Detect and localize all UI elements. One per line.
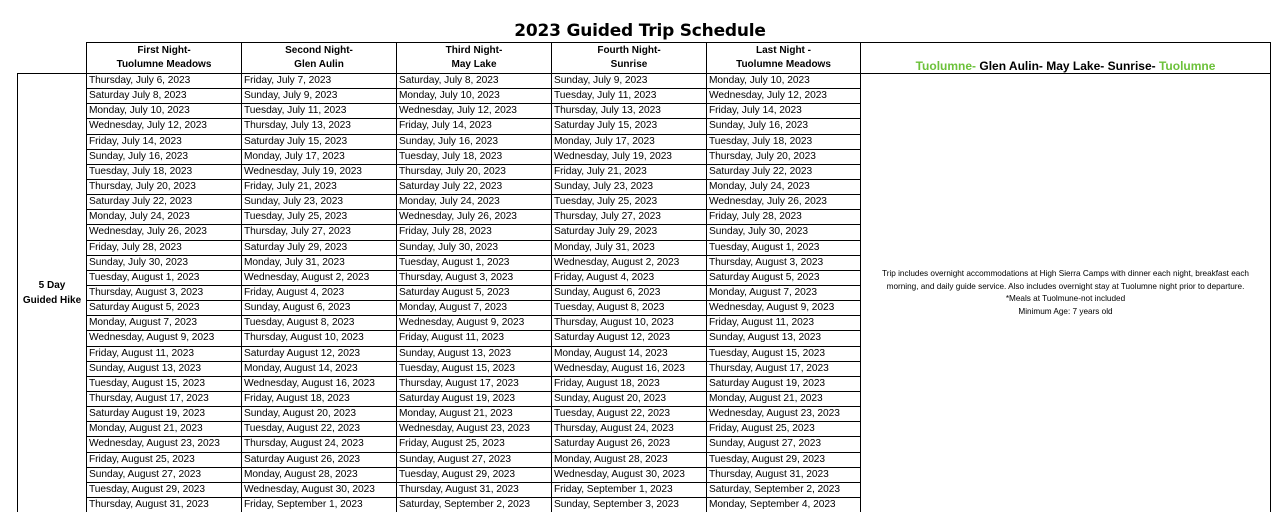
schedule-table bbox=[17, 42, 1271, 512]
date-cell-third-night: Wednesday, August 23, 2023 bbox=[397, 422, 552, 437]
trip-notes-min-age: Minimum Age: 7 years old bbox=[1018, 306, 1113, 316]
date-cell-third-night: Sunday, August 27, 2023 bbox=[397, 452, 552, 467]
date-cell-second-night: Wednesday, August 30, 2023 bbox=[242, 482, 397, 497]
date-cell-third-night: Friday, July 14, 2023 bbox=[397, 119, 552, 134]
date-cell-last-night: Thursday, August 17, 2023 bbox=[707, 361, 861, 376]
trip-notes-meals: *Meals at Tuolmune-not included bbox=[1005, 294, 1126, 304]
date-cell-second-night: Monday, August 28, 2023 bbox=[242, 467, 397, 482]
date-cell-second-night: Saturday July 15, 2023 bbox=[242, 134, 397, 149]
date-cell-fourth-night: Friday, August 18, 2023 bbox=[552, 376, 707, 391]
date-cell-fourth-night: Sunday, July 9, 2023 bbox=[552, 74, 707, 89]
date-cell-fourth-night: Saturday August 12, 2023 bbox=[552, 331, 707, 346]
date-cell-third-night: Thursday, August 31, 2023 bbox=[397, 482, 552, 497]
date-cell-third-night: Saturday August 5, 2023 bbox=[397, 285, 552, 300]
date-cell-first-night: Monday, July 24, 2023 bbox=[87, 210, 242, 225]
date-cell-third-night: Friday, August 25, 2023 bbox=[397, 437, 552, 452]
date-cell-third-night: Wednesday, August 9, 2023 bbox=[397, 316, 552, 331]
date-cell-first-night: Thursday, August 31, 2023 bbox=[87, 497, 242, 512]
date-cell-last-night: Sunday, July 16, 2023 bbox=[707, 119, 861, 134]
date-cell-last-night: Wednesday, August 9, 2023 bbox=[707, 301, 861, 316]
date-cell-fourth-night: Tuesday, August 8, 2023 bbox=[552, 301, 707, 316]
date-cell-first-night: Monday, August 7, 2023 bbox=[87, 316, 242, 331]
page-title: 2023 Guided Trip Schedule bbox=[514, 21, 766, 41]
trip-type-label bbox=[18, 74, 87, 513]
date-cell-last-night: Sunday, August 27, 2023 bbox=[707, 437, 861, 452]
date-cell-last-night: Friday, July 14, 2023 bbox=[707, 104, 861, 119]
date-cell-last-night: Friday, July 28, 2023 bbox=[707, 210, 861, 225]
date-cell-first-night: Saturday August 5, 2023 bbox=[87, 301, 242, 316]
date-cell-third-night: Saturday, September 2, 2023 bbox=[397, 497, 552, 512]
date-cell-last-night: Monday, August 7, 2023 bbox=[707, 285, 861, 300]
date-cell-fourth-night: Friday, July 21, 2023 bbox=[552, 164, 707, 179]
date-cell-second-night: Wednesday, August 2, 2023 bbox=[242, 270, 397, 285]
trip-notes-description: Trip includes overnight accommodations at High Sierra Camps with dinner each night, breakfast each morning, and daily guide service. Also includes overnight stay at Tuolumne night prior to departure. bbox=[882, 269, 1249, 291]
date-cell-third-night: Thursday, August 3, 2023 bbox=[397, 270, 552, 285]
date-cell-fourth-night: Friday, September 1, 2023 bbox=[552, 482, 707, 497]
date-cell-last-night: Monday, July 24, 2023 bbox=[707, 179, 861, 194]
date-cell-second-night: Sunday, August 20, 2023 bbox=[242, 407, 397, 422]
column-header-first-night: First Night- Tuolumne Meadows bbox=[87, 43, 242, 74]
date-cell-last-night: Friday, August 11, 2023 bbox=[707, 316, 861, 331]
column-header-third-night: Third Night- May Lake bbox=[397, 43, 552, 74]
date-cell-last-night: Saturday August 5, 2023 bbox=[707, 270, 861, 285]
date-cell-last-night: Monday, August 21, 2023 bbox=[707, 391, 861, 406]
date-cell-fourth-night: Thursday, July 13, 2023 bbox=[552, 104, 707, 119]
date-cell-fourth-night: Sunday, July 23, 2023 bbox=[552, 179, 707, 194]
date-cell-first-night: Friday, August 25, 2023 bbox=[87, 452, 242, 467]
route-header: Tuolumne- Glen Aulin- May Lake- Sunrise- Tuolumne bbox=[861, 43, 1271, 74]
date-cell-third-night: Saturday July 22, 2023 bbox=[397, 179, 552, 194]
date-cell-third-night: Monday, July 24, 2023 bbox=[397, 195, 552, 210]
date-cell-last-night: Friday, August 25, 2023 bbox=[707, 422, 861, 437]
date-cell-last-night: Thursday, August 3, 2023 bbox=[707, 255, 861, 270]
date-cell-fourth-night: Thursday, August 24, 2023 bbox=[552, 422, 707, 437]
date-cell-last-night: Saturday, September 2, 2023 bbox=[707, 482, 861, 497]
date-cell-third-night: Tuesday, August 29, 2023 bbox=[397, 467, 552, 482]
date-cell-first-night: Tuesday, August 1, 2023 bbox=[87, 270, 242, 285]
table-row bbox=[18, 74, 1271, 89]
date-cell-last-night: Wednesday, July 12, 2023 bbox=[707, 89, 861, 104]
date-cell-fourth-night: Thursday, August 10, 2023 bbox=[552, 316, 707, 331]
date-cell-third-night: Saturday August 19, 2023 bbox=[397, 391, 552, 406]
date-cell-first-night: Monday, August 21, 2023 bbox=[87, 422, 242, 437]
date-cell-fourth-night: Wednesday, August 2, 2023 bbox=[552, 255, 707, 270]
schedule-body bbox=[18, 74, 1271, 513]
date-cell-first-night: Friday, July 14, 2023 bbox=[87, 134, 242, 149]
date-cell-first-night: Thursday, July 6, 2023 bbox=[87, 74, 242, 89]
date-cell-first-night: Sunday, July 30, 2023 bbox=[87, 255, 242, 270]
date-cell-fourth-night: Monday, July 17, 2023 bbox=[552, 134, 707, 149]
date-cell-third-night: Thursday, August 17, 2023 bbox=[397, 376, 552, 391]
date-cell-third-night: Thursday, July 20, 2023 bbox=[397, 164, 552, 179]
date-cell-first-night: Saturday August 19, 2023 bbox=[87, 407, 242, 422]
date-cell-second-night: Friday, July 7, 2023 bbox=[242, 74, 397, 89]
date-cell-third-night: Friday, July 28, 2023 bbox=[397, 225, 552, 240]
date-cell-second-night: Thursday, July 13, 2023 bbox=[242, 119, 397, 134]
date-cell-fourth-night: Wednesday, August 16, 2023 bbox=[552, 361, 707, 376]
date-cell-fourth-night: Friday, August 4, 2023 bbox=[552, 270, 707, 285]
date-cell-second-night: Friday, July 21, 2023 bbox=[242, 179, 397, 194]
date-cell-second-night: Tuesday, August 8, 2023 bbox=[242, 316, 397, 331]
date-cell-fourth-night: Monday, July 31, 2023 bbox=[552, 240, 707, 255]
date-cell-second-night: Friday, September 1, 2023 bbox=[242, 497, 397, 512]
date-cell-last-night: Tuesday, August 1, 2023 bbox=[707, 240, 861, 255]
date-cell-second-night: Friday, August 4, 2023 bbox=[242, 285, 397, 300]
date-cell-third-night: Tuesday, July 18, 2023 bbox=[397, 149, 552, 164]
date-cell-third-night: Wednesday, July 26, 2023 bbox=[397, 210, 552, 225]
date-cell-fourth-night: Sunday, August 20, 2023 bbox=[552, 391, 707, 406]
date-cell-second-night: Friday, August 18, 2023 bbox=[242, 391, 397, 406]
date-cell-first-night: Sunday, July 16, 2023 bbox=[87, 149, 242, 164]
date-cell-third-night: Friday, August 11, 2023 bbox=[397, 331, 552, 346]
date-cell-second-night: Sunday, July 23, 2023 bbox=[242, 195, 397, 210]
date-cell-fourth-night: Tuesday, August 22, 2023 bbox=[552, 407, 707, 422]
date-cell-third-night: Wednesday, July 12, 2023 bbox=[397, 104, 552, 119]
date-cell-first-night: Wednesday, July 12, 2023 bbox=[87, 119, 242, 134]
date-cell-last-night: Sunday, August 13, 2023 bbox=[707, 331, 861, 346]
date-cell-fourth-night: Tuesday, July 25, 2023 bbox=[552, 195, 707, 210]
date-cell-third-night: Monday, August 21, 2023 bbox=[397, 407, 552, 422]
date-cell-second-night: Thursday, August 24, 2023 bbox=[242, 437, 397, 452]
date-cell-last-night: Sunday, July 30, 2023 bbox=[707, 225, 861, 240]
date-cell-first-night: Friday, August 11, 2023 bbox=[87, 346, 242, 361]
date-cell-last-night: Saturday July 22, 2023 bbox=[707, 164, 861, 179]
date-cell-first-night: Wednesday, August 23, 2023 bbox=[87, 437, 242, 452]
date-cell-last-night: Tuesday, August 15, 2023 bbox=[707, 346, 861, 361]
date-cell-second-night: Sunday, August 6, 2023 bbox=[242, 301, 397, 316]
column-header-second-night: Second Night- Glen Aulin bbox=[242, 43, 397, 74]
date-cell-third-night: Sunday, July 30, 2023 bbox=[397, 240, 552, 255]
date-cell-first-night: Wednesday, August 9, 2023 bbox=[87, 331, 242, 346]
column-header-last-night: Last Night - Tuolumne Meadows bbox=[707, 43, 861, 74]
date-cell-fourth-night: Thursday, July 27, 2023 bbox=[552, 210, 707, 225]
date-cell-first-night: Saturday July 22, 2023 bbox=[87, 195, 242, 210]
header-blank bbox=[18, 43, 87, 74]
date-cell-first-night: Tuesday, July 18, 2023 bbox=[87, 164, 242, 179]
date-cell-fourth-night: Saturday July 15, 2023 bbox=[552, 119, 707, 134]
date-cell-second-night: Monday, July 17, 2023 bbox=[242, 149, 397, 164]
date-cell-last-night: Saturday August 19, 2023 bbox=[707, 376, 861, 391]
date-cell-fourth-night: Monday, August 14, 2023 bbox=[552, 346, 707, 361]
trip-type-line1: 5 Day bbox=[38, 280, 66, 292]
date-cell-second-night: Thursday, July 27, 2023 bbox=[242, 225, 397, 240]
date-cell-second-night: Wednesday, July 19, 2023 bbox=[242, 164, 397, 179]
date-cell-first-night: Monday, July 10, 2023 bbox=[87, 104, 242, 119]
date-cell-first-night: Thursday, August 17, 2023 bbox=[87, 391, 242, 406]
column-header-fourth-night: Fourth Night- Sunrise bbox=[552, 43, 707, 74]
date-cell-last-night: Tuesday, August 29, 2023 bbox=[707, 452, 861, 467]
date-cell-last-night: Monday, July 10, 2023 bbox=[707, 74, 861, 89]
date-cell-fourth-night: Sunday, August 6, 2023 bbox=[552, 285, 707, 300]
date-cell-last-night: Wednesday, August 23, 2023 bbox=[707, 407, 861, 422]
date-cell-first-night: Tuesday, August 29, 2023 bbox=[87, 482, 242, 497]
date-cell-first-night: Tuesday, August 15, 2023 bbox=[87, 376, 242, 391]
date-cell-fourth-night: Saturday July 29, 2023 bbox=[552, 225, 707, 240]
date-cell-first-night: Sunday, August 13, 2023 bbox=[87, 361, 242, 376]
date-cell-second-night: Saturday July 29, 2023 bbox=[242, 240, 397, 255]
date-cell-third-night: Tuesday, August 15, 2023 bbox=[397, 361, 552, 376]
date-cell-third-night: Sunday, July 16, 2023 bbox=[397, 134, 552, 149]
date-cell-last-night: Tuesday, July 18, 2023 bbox=[707, 134, 861, 149]
date-cell-first-night: Thursday, July 20, 2023 bbox=[87, 179, 242, 194]
date-cell-fourth-night: Saturday August 26, 2023 bbox=[552, 437, 707, 452]
date-cell-first-night: Wednesday, July 26, 2023 bbox=[87, 225, 242, 240]
date-cell-first-night: Saturday July 8, 2023 bbox=[87, 89, 242, 104]
trip-type-line2: Guided Hike bbox=[22, 295, 82, 307]
date-cell-first-night: Friday, July 28, 2023 bbox=[87, 240, 242, 255]
date-cell-second-night: Tuesday, July 25, 2023 bbox=[242, 210, 397, 225]
date-cell-fourth-night: Wednesday, July 19, 2023 bbox=[552, 149, 707, 164]
date-cell-last-night: Thursday, July 20, 2023 bbox=[707, 149, 861, 164]
date-cell-third-night: Tuesday, August 1, 2023 bbox=[397, 255, 552, 270]
date-cell-second-night: Tuesday, August 22, 2023 bbox=[242, 422, 397, 437]
date-cell-third-night: Monday, August 7, 2023 bbox=[397, 301, 552, 316]
date-cell-first-night: Thursday, August 3, 2023 bbox=[87, 285, 242, 300]
date-cell-second-night: Saturday August 12, 2023 bbox=[242, 346, 397, 361]
date-cell-third-night: Monday, July 10, 2023 bbox=[397, 89, 552, 104]
date-cell-second-night: Saturday August 26, 2023 bbox=[242, 452, 397, 467]
trip-notes bbox=[861, 74, 1271, 513]
date-cell-first-night: Sunday, August 27, 2023 bbox=[87, 467, 242, 482]
date-cell-fourth-night: Tuesday, July 11, 2023 bbox=[552, 89, 707, 104]
date-cell-second-night: Monday, July 31, 2023 bbox=[242, 255, 397, 270]
date-cell-second-night: Sunday, July 9, 2023 bbox=[242, 89, 397, 104]
date-cell-last-night: Wednesday, July 26, 2023 bbox=[707, 195, 861, 210]
date-cell-second-night: Wednesday, August 16, 2023 bbox=[242, 376, 397, 391]
header-row bbox=[18, 43, 1271, 74]
date-cell-second-night: Monday, August 14, 2023 bbox=[242, 361, 397, 376]
date-cell-third-night: Saturday, July 8, 2023 bbox=[397, 74, 552, 89]
date-cell-fourth-night: Sunday, September 3, 2023 bbox=[552, 497, 707, 512]
date-cell-second-night: Thursday, August 10, 2023 bbox=[242, 331, 397, 346]
date-cell-fourth-night: Monday, August 28, 2023 bbox=[552, 452, 707, 467]
date-cell-last-night: Monday, September 4, 2023 bbox=[707, 497, 861, 512]
date-cell-fourth-night: Wednesday, August 30, 2023 bbox=[552, 467, 707, 482]
date-cell-third-night: Sunday, August 13, 2023 bbox=[397, 346, 552, 361]
date-cell-second-night: Tuesday, July 11, 2023 bbox=[242, 104, 397, 119]
date-cell-last-night: Thursday, August 31, 2023 bbox=[707, 467, 861, 482]
